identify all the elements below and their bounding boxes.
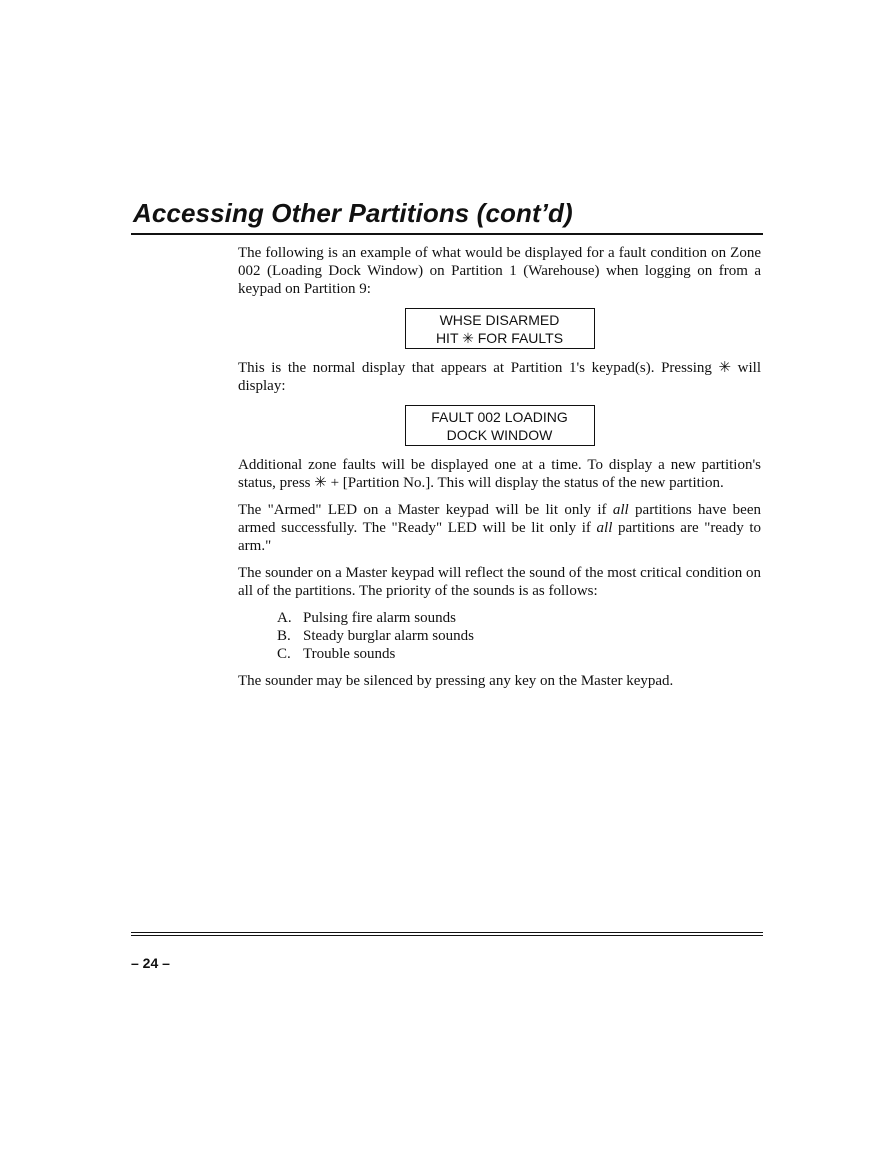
- display-line-2: HIT ✳ FOR FAULTS: [435, 330, 564, 346]
- keypad-display-fault: [405, 405, 595, 446]
- led-text-part-3: partitions are "ready to arm.": [238, 520, 761, 554]
- footer-rule: [131, 932, 763, 933]
- list-item-text: Steady burglar alarm sounds: [303, 628, 474, 644]
- emphasis-all: all: [596, 520, 613, 536]
- list-item-letter: A.: [277, 610, 292, 626]
- list-item: [277, 645, 761, 663]
- list-item-text: Pulsing fire alarm sounds: [303, 610, 456, 626]
- page-title: Accessing Other Partitions (cont’d): [133, 198, 573, 228]
- list-item-letter: B.: [277, 628, 291, 644]
- silence-paragraph: The sounder may be silenced by pressing any key on the Master keypad.: [238, 673, 674, 689]
- led-text-part-1: The "Armed" LED on a Master keypad will be lit only if: [238, 502, 613, 518]
- keypad-display-normal: [405, 308, 595, 349]
- emphasis-all: all: [612, 502, 629, 518]
- list-item: [277, 627, 761, 645]
- sound-priority-list: [238, 609, 761, 663]
- list-item-text: Trouble sounds: [303, 646, 396, 662]
- normal-display-paragraph: This is the normal display that appears at Partition 1's keypad(s). Pressing ✳ will display:: [238, 360, 761, 394]
- led-text-part-2: partitions have been armed successfully. The "Ready" LED will be lit only if: [238, 502, 762, 536]
- list-item-letter: C.: [277, 646, 291, 662]
- list-item: [277, 609, 761, 627]
- sounder-paragraph: The sounder on a Master keypad will reflect the sound of the most critical condition on all of the partitions. The priority of the sounds is as follows:: [238, 565, 761, 599]
- intro-paragraph: The following is an example of what would be displayed for a fault condition on Zone 002 (Loading Dock Window) on Partition 1 (Warehouse) when logging on from a keypad on Partition 9:: [238, 245, 761, 297]
- display-line-1: FAULT 002 LOADING: [431, 409, 568, 425]
- title-rule: [131, 233, 763, 235]
- page-number: – 24 –: [131, 955, 170, 971]
- additional-faults-paragraph: Additional zone faults will be displayed one at a time. To display a new partition's status, press ✳ + [Partition No.]. This will display the status of the new partition.: [238, 457, 761, 491]
- led-paragraph: [238, 501, 761, 555]
- body-content: [238, 244, 761, 699]
- display-line-2: DOCK WINDOW: [446, 427, 553, 443]
- footer-rule: [131, 935, 763, 936]
- display-line-1: WHSE DISARMED: [439, 312, 560, 328]
